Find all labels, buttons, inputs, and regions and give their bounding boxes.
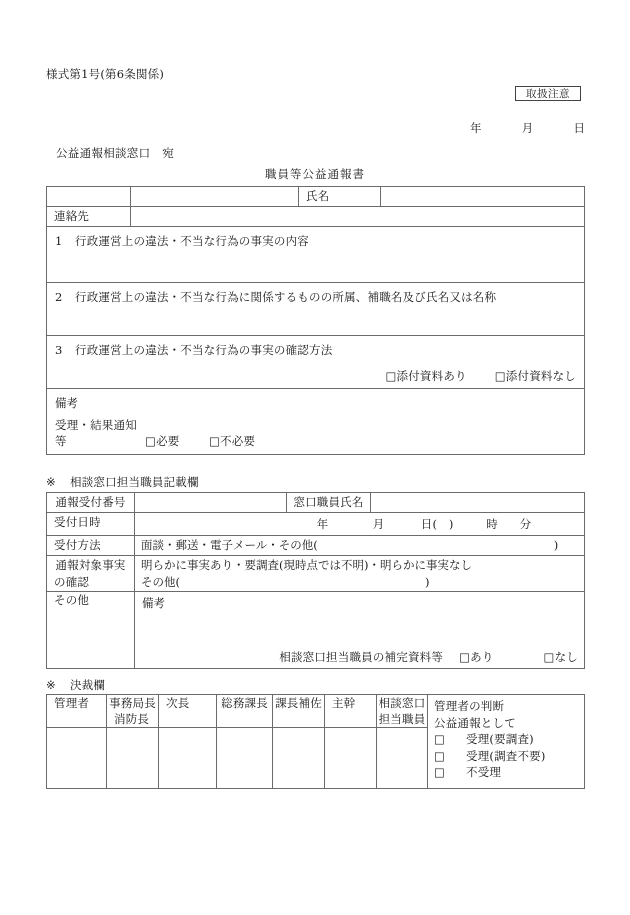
receipt-method-close-paren: ) — [553, 538, 559, 552]
approval-col-general-affairs-chief — [217, 695, 273, 728]
table-row — [47, 283, 585, 336]
fact-confirm-line1: 明らかに事実あり・要調査(現時点では不明)・明らかに事実なし — [141, 558, 472, 572]
receipt-number-input[interactable] — [135, 493, 287, 513]
staff-section-heading-text: 相談窓口担当職員記載欄 — [70, 475, 199, 489]
staff-record-table — [46, 492, 585, 669]
name-label-cell — [299, 187, 381, 207]
receipt-day-label: 日( ) — [420, 517, 454, 531]
supplement-text: 相談窓口担当職員の補完資料等 — [279, 650, 444, 664]
reference-mark-icon: ※ — [46, 678, 56, 692]
attachment-no-checkbox[interactable]: □添付資料なし — [494, 369, 576, 383]
table-row — [47, 592, 585, 669]
date-day-label: 日 — [573, 121, 585, 135]
table-row — [47, 187, 585, 207]
judgement-option-2-checkbox[interactable]: □ — [434, 748, 446, 763]
approval-col-general-affairs-chief-label: 総務課長 — [221, 696, 268, 710]
approval-col-deputy-label: 次長 — [166, 696, 190, 710]
date-year-label: 年 — [470, 121, 482, 135]
contact-label: 連絡先 — [54, 209, 90, 223]
judgement-title-line2: 公益通報として — [434, 715, 516, 730]
approval-col-assistant-chief — [273, 695, 325, 728]
approval-col-assistant-chief-label: 課長補佐 — [275, 696, 322, 710]
contact-label-cell — [47, 207, 131, 227]
reference-mark-icon: ※ — [46, 475, 56, 489]
judgement-option-1[interactable] — [434, 731, 584, 748]
remarks-cell[interactable] — [47, 389, 585, 455]
approval-col-consultation-staff-label-1: 相談窓口 — [378, 696, 426, 710]
notice-required-checkbox[interactable]: □必要 — [145, 434, 180, 448]
approval-col-senior-staff-label: 主幹 — [332, 696, 356, 710]
form-code: 様式第1号(第6条関係) — [46, 67, 165, 81]
notice-not-required-checkbox[interactable]: □不必要 — [209, 434, 256, 448]
receipt-minute-label: 分 — [519, 517, 532, 531]
approval-col-manager — [47, 695, 107, 728]
approval-sign-manager[interactable] — [47, 728, 107, 789]
approval-col-secretary-general — [107, 695, 159, 728]
approval-section-heading-text: 決裁欄 — [70, 678, 106, 692]
addressee: 公益通報相談窓口 宛 — [56, 146, 174, 160]
name-label: 氏名 — [306, 189, 330, 203]
staff-name-label: 窓口職員氏名 — [293, 495, 364, 509]
item-1-text: 行政運営上の違法・不当な行為の事実の内容 — [75, 234, 309, 248]
date-line — [470, 120, 585, 136]
receipt-hour-label: 時 — [486, 517, 498, 531]
staff-section-heading — [46, 474, 199, 490]
table-row — [47, 513, 585, 536]
table-row — [47, 227, 585, 283]
receipt-datetime-label-cell — [47, 513, 135, 536]
notice-label: 受理・結果通知等 — [55, 418, 137, 448]
staff-name-label-cell — [287, 493, 371, 513]
approval-col-secretary-general-label-2: 消防長 — [114, 712, 150, 726]
other-input[interactable] — [135, 592, 585, 669]
supplement-yes-checkbox[interactable]: □あり — [459, 650, 494, 664]
receipt-datetime-input[interactable] — [135, 513, 585, 536]
table-row — [47, 493, 585, 513]
notice-options — [47, 411, 584, 454]
approval-col-consultation-staff-label-2: 担当職員 — [378, 712, 426, 726]
approval-table — [46, 694, 585, 789]
fact-confirm-label-line1: 通報対象事実 — [55, 558, 126, 572]
receipt-year-label: 年 — [316, 517, 329, 531]
fact-confirm-label-cell — [47, 556, 135, 592]
item-2-text: 行政運営上の違法・不当な行為に関係するものの所属、補職名及び氏名又は名称 — [75, 290, 497, 304]
receipt-method-label: 受付方法 — [54, 538, 101, 552]
affiliation-input[interactable] — [131, 187, 299, 207]
item-3-cell[interactable] — [47, 336, 585, 389]
item-2-cell[interactable] — [47, 283, 585, 336]
applicant-table — [46, 186, 585, 455]
approval-col-manager-label: 管理者 — [54, 696, 90, 710]
judgement-option-1-checkbox[interactable]: □ — [434, 732, 446, 746]
affiliation-label-cell — [47, 187, 131, 207]
receipt-number-label: 通報受付番号 — [55, 495, 126, 509]
attachment-options — [47, 358, 584, 388]
approval-sign-senior-staff[interactable] — [325, 728, 377, 789]
approval-col-deputy — [159, 695, 217, 728]
table-row — [47, 389, 585, 455]
receipt-method-options: 面談・郵送・電子メール・その他( — [141, 538, 318, 552]
fact-confirm-label-line2: の確認 — [54, 575, 90, 589]
supplement-no-checkbox[interactable]: □なし — [543, 650, 578, 664]
staff-name-input[interactable] — [371, 493, 585, 513]
receipt-method-label-cell — [47, 536, 135, 556]
judgement-block — [428, 695, 584, 781]
approval-sign-consultation-staff[interactable] — [377, 728, 428, 789]
supplement-options — [279, 649, 578, 665]
approval-col-consultation-staff — [377, 695, 428, 728]
receipt-month-label: 月 — [372, 517, 385, 531]
item-1-heading — [47, 227, 584, 249]
judgement-option-3[interactable] — [434, 764, 584, 781]
fact-confirm-line2-row — [135, 574, 584, 591]
item-3-heading — [47, 336, 584, 358]
judgement-title-line1: 管理者の判断 — [434, 699, 505, 713]
item-1-cell[interactable] — [47, 227, 585, 283]
judgement-option-2-label: 受理(調査不要) — [466, 748, 546, 763]
other-label-cell — [47, 592, 135, 669]
other-label: その他 — [54, 593, 90, 607]
approval-sign-general-affairs-chief[interactable] — [217, 728, 273, 789]
fact-confirm-line2: その他( — [141, 575, 180, 589]
table-row — [47, 536, 585, 556]
approval-sign-secretary-general[interactable] — [107, 728, 159, 789]
fact-confirm-close-paren: ) — [425, 575, 430, 589]
table-row — [47, 695, 585, 728]
fact-confirm-input[interactable] — [135, 556, 585, 592]
approval-sign-deputy[interactable] — [159, 728, 217, 789]
item-2-heading — [47, 283, 584, 305]
table-row — [47, 207, 585, 227]
approval-section-heading — [46, 677, 105, 693]
item-1-index: 1 — [55, 234, 63, 248]
judgement-option-1-label: 受理(要調査) — [466, 732, 534, 746]
handling-note-badge: 取扱注意 — [515, 86, 581, 101]
receipt-datetime-row — [135, 513, 584, 535]
judgement-option-3-checkbox[interactable]: □ — [434, 765, 446, 779]
name-input[interactable] — [381, 187, 585, 207]
other-remarks-label: 備考 — [142, 596, 165, 610]
remarks-label: 備考 — [55, 396, 78, 410]
attachment-yes-checkbox[interactable]: □添付資料あり — [385, 369, 467, 383]
item-3-index: 3 — [55, 343, 63, 357]
receipt-method-input[interactable] — [135, 536, 585, 556]
receipt-datetime-label: 受付日時 — [54, 515, 101, 529]
document-title: 職員等公益通報書 — [265, 167, 365, 181]
judgement-option-3-label: 不受理 — [466, 765, 502, 779]
receipt-method-row — [135, 536, 584, 555]
judgement-option-2[interactable] — [434, 748, 584, 765]
table-row — [47, 556, 585, 592]
approval-col-secretary-general-label-1: 事務局長 — [109, 696, 156, 710]
item-3-text: 行政運営上の違法・不当な行為の事実の確認方法 — [75, 343, 333, 357]
manager-judgement-cell[interactable] — [428, 695, 585, 789]
contact-input[interactable] — [131, 207, 585, 227]
approval-col-senior-staff — [325, 695, 377, 728]
table-row — [47, 336, 585, 389]
item-2-index: 2 — [55, 290, 63, 304]
receipt-number-label-cell — [47, 493, 135, 513]
approval-sign-assistant-chief[interactable] — [273, 728, 325, 789]
date-month-label: 月 — [521, 121, 534, 135]
